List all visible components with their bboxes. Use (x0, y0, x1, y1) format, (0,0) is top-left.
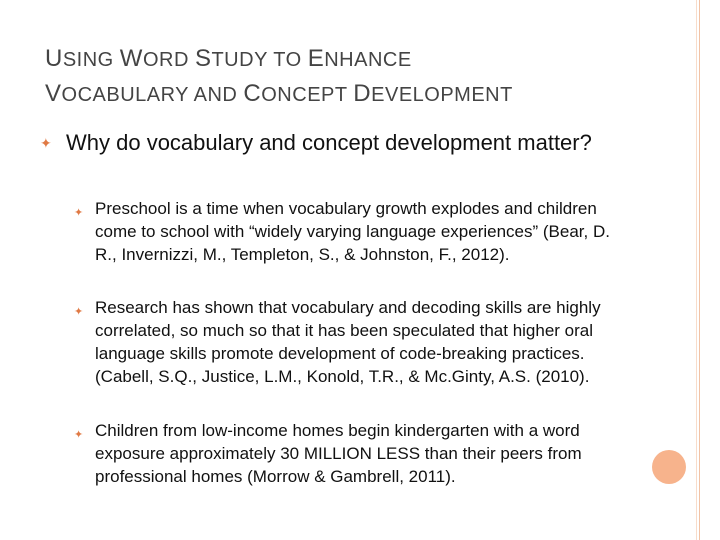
sub-bullet: ✦ Preschool is a time when vocabulary growth explodes and children come to school with “widely varying language experiences” (Bear, D. R., Invernizzi, M., Templeton, S., & Johnston, F., 2012). (74, 199, 610, 264)
sub-bullet: ✦ Research has shown that vocabulary and decoding skills are highly correlated, so much so that it has been speculated that higher oral language skills promote development of code-breaking practices. (Cabell, S.Q., Justice, L.M., Konold, T.R., & Mc.Ginty, A.S. (2010). (74, 298, 601, 386)
bullet-icon: ✦ (74, 429, 84, 441)
bullet-icon: ✦ (74, 207, 84, 219)
title-line-2: VOCABULARY AND CONCEPT DEVELOPMENT (45, 80, 513, 107)
sub-bullet: ✦ Children from low-income homes begin kindergarten with a word exposure approximately 30 MILLION LESS than their peers from professional homes (Morrow & Gambrell, 2011). (74, 421, 582, 486)
main-bullet: Why do vocabulary and concept development matter? (66, 130, 592, 155)
decorative-circle (652, 450, 686, 484)
bullet-icon: ✦ (74, 306, 84, 318)
bullet-icon: ✦ (40, 135, 52, 151)
slide-title (45, 42, 665, 112)
decorative-line (696, 0, 697, 540)
title-line-1: USING WORD STUDY TO ENHANCE (45, 45, 412, 72)
decorative-line (699, 0, 700, 540)
